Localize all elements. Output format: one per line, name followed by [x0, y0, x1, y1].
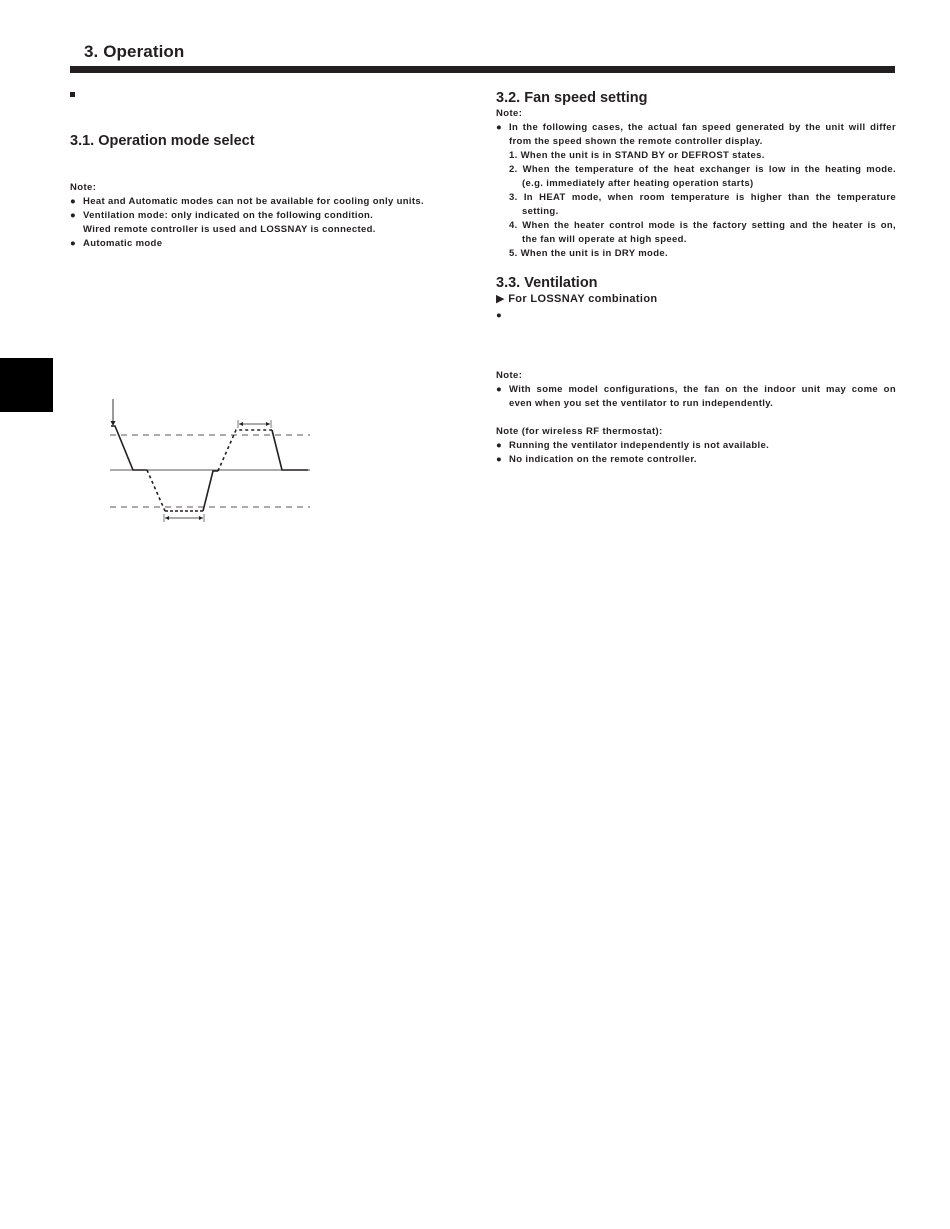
section-bullet-square — [70, 92, 75, 97]
bullet-icon: ● — [496, 122, 503, 133]
vent-note-label: Note: — [496, 370, 523, 381]
automatic-mode-diagram — [100, 395, 315, 527]
fan-case-item: 2. When the temperature of the heat exchanger is low in the heating mode. — [509, 164, 896, 175]
bullet-icon: ● — [70, 196, 77, 207]
bullet-icon: ● — [496, 440, 503, 451]
fan-case-item: 4. When the heater control mode is the factory setting and the heater is on, — [509, 220, 896, 231]
bullet-icon: ● — [496, 384, 503, 395]
page-title: 3. Operation — [84, 42, 185, 61]
language-tab — [0, 358, 53, 412]
fan-case-continuation: setting. — [522, 206, 559, 217]
note-label: Note: — [70, 182, 97, 193]
fan-case-item: 3. In HEAT mode, when room temperature is higher than the temperature — [509, 192, 896, 203]
rf-note-item: ● No indication on the remote controller. — [496, 454, 697, 465]
bullet-icon: ● — [496, 310, 503, 321]
bullet-icon: ● — [496, 454, 503, 465]
bullet-icon: ● — [70, 238, 77, 249]
note-item: ● Ventilation mode: only indicated on the following condition. — [70, 210, 374, 221]
trace-solid-2 — [203, 471, 218, 511]
note-item-continuation: Wired remote controller is used and LOSSNAY is connected. — [83, 224, 376, 235]
vent-note-continuation: even when you set the ventilator to run independently. — [509, 398, 774, 409]
bullet-icon: ● — [70, 210, 77, 221]
section-31-title: 3.1. Operation mode select — [70, 133, 255, 149]
note-label: Note: — [496, 108, 523, 119]
section-33-title: 3.3. Ventilation — [496, 275, 598, 291]
fan-case-continuation: the fan will operate at high speed. — [522, 234, 687, 245]
title-rule — [70, 66, 895, 73]
rf-note-item: ● Running the ventilator independently is not available. — [496, 440, 770, 451]
fan-note-item: ● In the following cases, the actual fan speed generated by the unit will differ — [496, 122, 896, 133]
note-item: ● Automatic mode — [70, 238, 163, 249]
trace-dashed-2 — [218, 430, 272, 471]
lossnay-heading: ▶ For LOSSNAY combination — [496, 293, 658, 305]
rf-note-label: Note (for wireless RF thermostat): — [496, 426, 663, 437]
play-arrow-icon: ▶ — [496, 293, 505, 305]
trace-dashed-1 — [147, 470, 165, 511]
note-item: ● Heat and Automatic modes can not be available for cooling only units. — [70, 196, 425, 207]
fan-case-item: 5. When the unit is in DRY mode. — [509, 248, 668, 259]
fan-note-continuation: from the speed shown the remote controller display. — [509, 136, 763, 147]
fan-case-item: 1. When the unit is in STAND BY or DEFROST states. — [509, 150, 765, 161]
section-32-title: 3.2. Fan speed setting — [496, 90, 648, 106]
vent-note-item: ● With some model configurations, the fan on the indoor unit may come on — [496, 384, 896, 395]
trace-solid-3 — [272, 430, 308, 470]
trace-solid-1 — [111, 426, 147, 470]
fan-case-continuation: (e.g. immediately after heating operation starts) — [522, 178, 754, 189]
